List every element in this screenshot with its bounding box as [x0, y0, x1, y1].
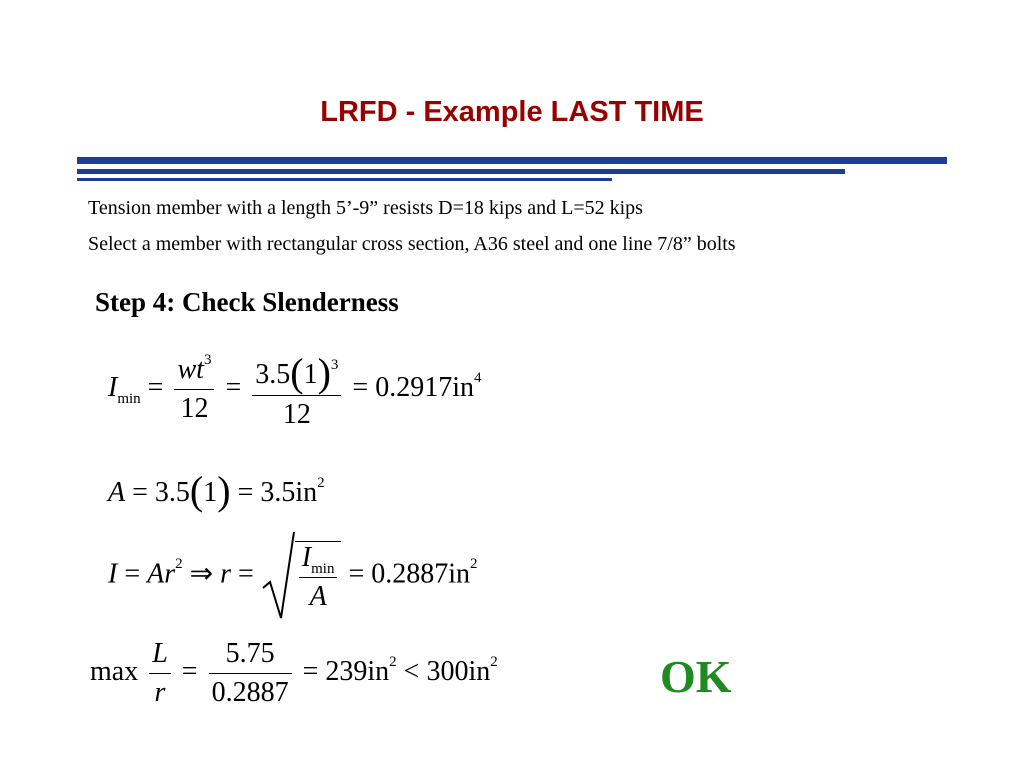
fraction-bar: [174, 389, 214, 390]
less-than-symbol: <: [403, 655, 420, 687]
eq2-b: 1: [203, 477, 218, 508]
title-rule-bottom: [77, 178, 612, 181]
eq1-f2-num-b: 1: [303, 359, 318, 390]
radius-of-gyration-equation: [108, 530, 478, 622]
fraction-bar: [252, 395, 341, 396]
eq1-equals-2: =: [225, 371, 242, 403]
moment-of-inertia-equation: [108, 350, 481, 429]
eq1-lhs-sub: min: [117, 390, 141, 407]
fraction-bar: [299, 577, 338, 578]
eq2-equals-2: =: [237, 477, 254, 508]
eq1-lhs: I: [108, 371, 118, 403]
eq3-equals-1: =: [124, 558, 141, 590]
eq3-result: 0.2887: [371, 558, 449, 590]
eq2-unit-sup: 2: [317, 475, 325, 491]
eq3-r: r: [220, 558, 231, 590]
eq3-lhs: I: [108, 558, 118, 590]
fraction-bar: [209, 673, 292, 674]
eq1-unit-sup: 4: [473, 369, 482, 386]
eq4-equals-1: =: [181, 655, 198, 687]
eq4-max: max: [90, 655, 139, 687]
eq3-fraction: [299, 544, 338, 611]
eq1-f1-den: 12: [180, 393, 209, 424]
slide-title: LRFD - Example LAST TIME: [320, 96, 704, 128]
eq2-equals-1: =: [132, 477, 148, 508]
eq1-result: 0.2917: [375, 371, 453, 403]
eq3-rad-num: I: [301, 542, 312, 573]
eq2-paren-open: (: [189, 468, 204, 513]
eq1-f2-den: 12: [282, 399, 311, 430]
ok-verdict: OK: [660, 651, 732, 702]
eq4-equals-2: =: [302, 655, 319, 687]
eq2-paren-close: ): [217, 468, 231, 513]
eq3-unit: in: [448, 558, 471, 590]
eq4-unit: in: [367, 655, 390, 687]
eq3-rad-num-sub: min: [311, 561, 335, 577]
eq3-ar-sup: 2: [175, 556, 183, 573]
square-root: [261, 530, 342, 622]
eq4-unit-sup: 2: [389, 653, 397, 670]
eq4-f2-den: 0.2887: [211, 677, 289, 708]
eq1-f2-num-sup: 3: [330, 357, 339, 373]
eq3-unit-sup: 2: [470, 556, 478, 573]
eq4-limit-unit-sup: 2: [490, 653, 498, 670]
title-rule-middle: [77, 169, 845, 174]
eq1-paren-close: ): [317, 350, 331, 395]
eq1-f2-num-a: 3.5: [255, 359, 291, 390]
eq3-equals-3: =: [348, 558, 365, 590]
eq4-f2-num: 5.75: [225, 638, 275, 669]
step-heading: Step 4: Check Slenderness: [95, 287, 399, 317]
eq1-equals-3: =: [352, 371, 369, 403]
area-equation: [108, 468, 325, 513]
eq1-fraction-2: [252, 350, 341, 429]
eq2-result: 3.5: [260, 477, 296, 508]
eq3-ar: Ar: [147, 558, 176, 590]
eq4-fraction-2: [209, 640, 292, 707]
eq4-f1-den: r: [154, 677, 166, 708]
radicand: [295, 541, 342, 611]
problem-statement-line-1: Tension member with a length 5’-9” resists D=18 kips and L=52 kips: [88, 197, 643, 219]
eq4-f1-num: L: [152, 638, 168, 669]
title-rule-top: [77, 157, 947, 164]
fraction-bar: [149, 673, 171, 674]
eq2-lhs: A: [108, 477, 126, 508]
eq4-limit: 300: [426, 655, 469, 687]
eq1-fraction-1: [174, 352, 214, 424]
eq2-a: 3.5: [154, 477, 190, 508]
eq1-f1-num-sup: 3: [203, 352, 212, 368]
slenderness-equation: [90, 640, 498, 707]
eq1-unit: in: [452, 371, 474, 403]
eq3-equals-2: =: [238, 558, 254, 590]
radical-sign-icon: [261, 530, 295, 622]
eq2-unit: in: [295, 477, 318, 508]
problem-statement-line-2: Select a member with rectangular cross section, A36 steel and one line 7/8” bolts: [88, 233, 736, 255]
eq1-paren-open: (: [290, 350, 304, 395]
eq4-fraction-1: [149, 640, 171, 707]
implies-symbol: ⇒: [189, 558, 214, 590]
eq1-f1-num: wt: [177, 354, 204, 385]
eq1-equals-1: =: [147, 371, 164, 403]
eq4-result: 239: [325, 655, 368, 687]
eq4-limit-unit: in: [468, 655, 491, 687]
eq3-rad-den: A: [309, 581, 327, 612]
